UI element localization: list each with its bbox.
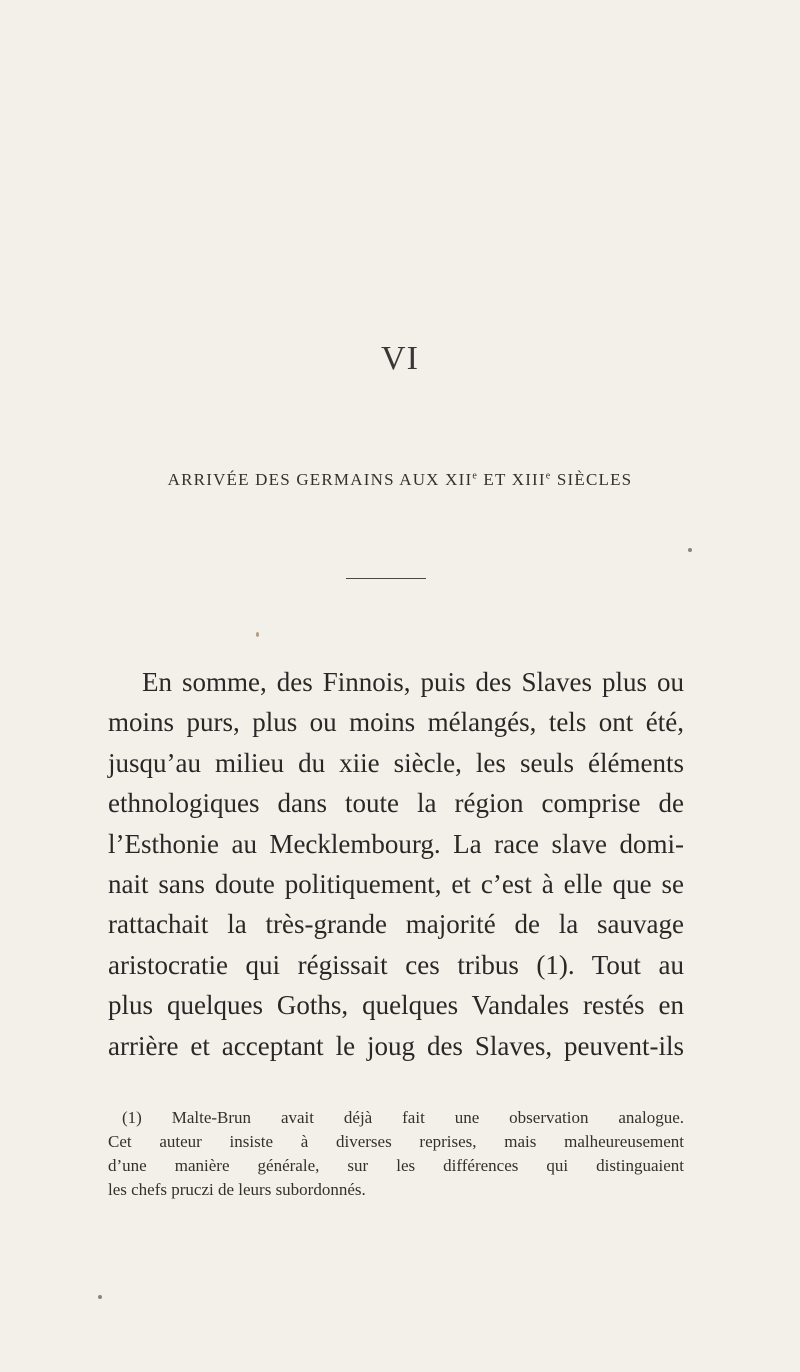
paper-speck xyxy=(688,548,692,552)
footnote xyxy=(108,1106,684,1202)
section-divider xyxy=(346,578,426,579)
body-paragraph xyxy=(108,662,684,1066)
footnote-line: Cet auteur insiste à diverses reprises, mais malheureusement xyxy=(108,1132,684,1151)
chapter-title xyxy=(0,470,800,490)
chapter-title-part-2: ET XIII xyxy=(477,470,546,489)
body-line: ethnologiques dans toute la région comprise de xyxy=(108,788,684,819)
footnote-line: les chefs pruczi de leurs subordonnés. xyxy=(108,1180,366,1199)
body-line: jusqu’au milieu du xiie siècle, les seuls éléments xyxy=(108,747,684,778)
footnote-line: d’une manière générale, sur les différences qui distinguaient xyxy=(108,1156,684,1175)
chapter-title-part-3: SIÈCLES xyxy=(551,470,633,489)
body-line: plus quelques Goths, quelques Vandales restés en xyxy=(108,990,684,1021)
body-line: En somme, des Finnois, puis des Slaves plus ou xyxy=(142,667,684,697)
chapter-title-part-1: ARRIVÉE DES GERMAINS AUX XII xyxy=(167,470,473,489)
body-line: arrière et acceptant le joug des Slaves, peuvent-ils xyxy=(108,1030,684,1061)
body-line: moins purs, plus ou moins mélangés, tels ont été, xyxy=(108,707,684,738)
footnote-line: (1) Malte-Brun avait déjà fait une observation analogue. xyxy=(122,1108,684,1127)
paper-speck xyxy=(256,632,259,637)
body-line: nait sans doute politiquement, et c’est à elle que se xyxy=(108,868,684,899)
body-line: l’Esthonie au Mecklembourg. La race slave domi- xyxy=(108,828,684,859)
body-line: rattachait la très-grande majorité de la sauvage xyxy=(108,909,684,940)
chapter-title-sup-1: e xyxy=(472,470,478,482)
body-line: aristocratie qui régissait ces tribus (1). Tout au xyxy=(108,949,684,980)
chapter-number: VI xyxy=(381,340,419,377)
paper-speck xyxy=(98,1295,102,1299)
chapter-title-sup-2: e xyxy=(545,470,552,482)
